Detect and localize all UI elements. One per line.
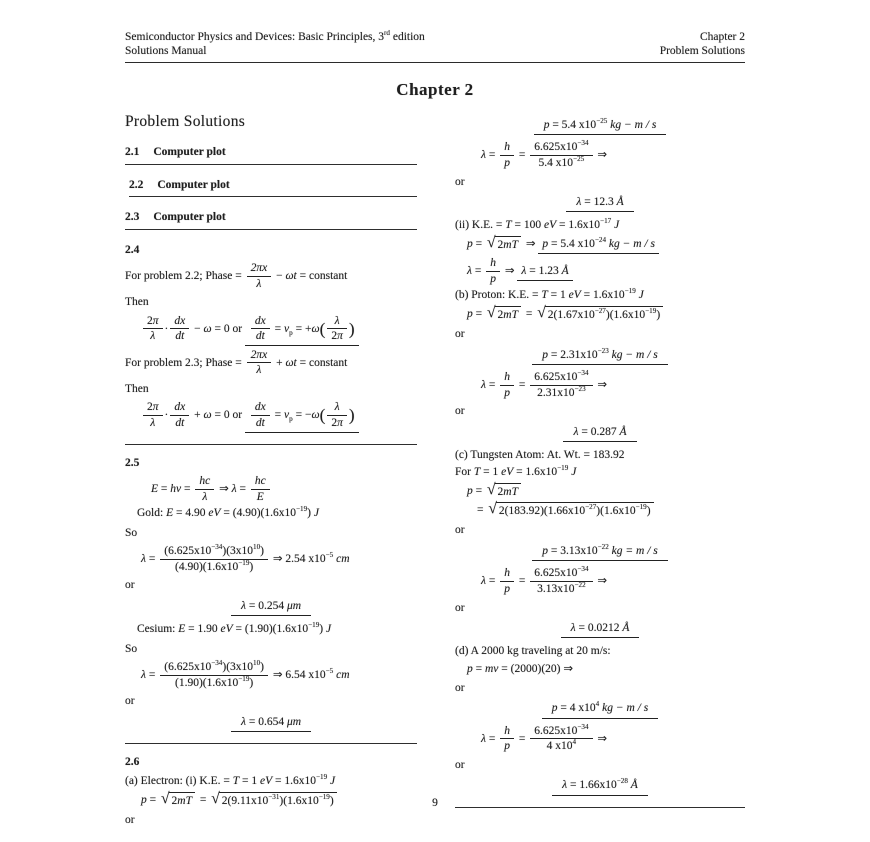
equation-line: p = √ 2mT = √ $2(9.11x10^{-31})(1.6x10^{-19})$ [141, 792, 417, 808]
text-line: or [125, 579, 135, 592]
underlined-result [125, 599, 417, 616]
text-line: or [455, 601, 465, 614]
equation-line: λ = $\frac{h}{p}$ ⇒ λ = 1.23 Å [467, 257, 745, 285]
equation-line: Cesium: E = 1.90 eV = $(1.90)(1.6x10^{-19})$ J [137, 621, 332, 636]
equation-line: (ii) K.E. = T = 100 eV = $1.6x10^{-17}$ J [455, 217, 620, 232]
header-section-label: Problem Solutions [659, 45, 745, 58]
page-number: 9 [432, 796, 438, 809]
text-line: or [125, 814, 135, 827]
equation-line: $\frac{2\pi}{\lambda}$ · $\frac{dx}{dt}$ + ω = 0 or $\frac{dx}{dt}$ = $v_p = -\omega$( $\frac{\lambda}{2\pi}$ ) [141, 401, 417, 432]
result-value: λ = 0.254 μm [231, 599, 311, 616]
underlined-result [455, 118, 745, 135]
left-column [125, 110, 417, 832]
edition-superscript: rd [384, 29, 390, 38]
result-value: λ = 0.287 Å [563, 425, 636, 442]
result-value: p = 4 $x10^4$ kg − m / s [542, 701, 658, 718]
text-line: or [455, 175, 465, 188]
equation-line: E = hν = $\frac{hc}{\lambda}$ ⇒ λ = $\frac{hc}{E}$ [151, 475, 417, 503]
equation-line: For T = 1 eV = $1.6x10^{-19}$ J [455, 464, 577, 479]
result-value: $p = 3.13x10^{-22}$ kg = m / s [532, 544, 668, 561]
underlined-result [455, 544, 745, 561]
result-value: $\lambda = 1.66x10^{-28}$ Å [552, 778, 648, 795]
equation-line: λ = $\frac{h}{p}$ = $\frac{6.625x10^{-34}}{4 x10^4}$ ⇒ [481, 722, 608, 753]
equation-line: For problem 2.2; Phase = $\frac{2\pi x}{\lambda}$ − ωt = constant [125, 261, 348, 290]
right-column [455, 110, 745, 819]
problem-solutions-heading: Problem Solutions [125, 113, 246, 130]
section-heading-2-3: 2.3 Computer plot [125, 210, 417, 229]
text-line: So [125, 642, 138, 655]
underlined-result [455, 425, 745, 442]
section-number-2-4: 2.4 [125, 243, 140, 256]
equation-line: (d) A 2000 kg traveling at 20 m/s: [455, 645, 611, 658]
underlined-result [455, 778, 745, 795]
equation-line: p = mv = (2000)(20) ⇒ [467, 662, 573, 675]
text-line: or [455, 524, 465, 537]
equation-line: λ = $\frac{h}{p}$ = $\frac{6.625x10^{-34}}{3.13x10^{-22}}$ ⇒ [481, 565, 608, 595]
equation-line: λ = $\frac{h}{p}$ = $\frac{6.625x10^{-34}}{5.4 x10^{-25}}$ ⇒ [481, 139, 608, 170]
equation-line: = √ $2(183.92)(1.66x10^{-27})(1.6x10^{-19})$ [477, 502, 745, 518]
result-value: p = 5.4 $x10^{-25}$ kg − m / s [534, 118, 667, 135]
section-heading-2-2: 2.2 Computer plot [129, 178, 417, 197]
chapter-title: Chapter 2 [396, 79, 474, 99]
equation-line: (c) Tungsten Atom: At. Wt. = 183.92 [455, 448, 625, 461]
page-header [125, 30, 745, 63]
underlined-result [455, 195, 745, 212]
text-line: So [125, 526, 138, 539]
left-column-content [125, 145, 417, 827]
equation-line: $\frac{2\pi}{\lambda}$ · $\frac{dx}{dt}$ − ω = 0 or $\frac{dx}{dt}$ = $v_p = +\omega$( $\frac{\lambda}{2\pi}$ ) [141, 315, 417, 346]
header-right [660, 30, 745, 59]
section-divider [125, 442, 417, 445]
header-left [125, 30, 425, 59]
header-chapter-label: Chapter 2 [699, 31, 745, 43]
text-line: Then [125, 296, 149, 309]
section-number-2-6: 2.6 [125, 755, 140, 768]
text-line: or [125, 695, 135, 708]
two-column-layout [125, 110, 745, 832]
section-number-2-5: 2.5 [125, 456, 140, 469]
text-line: or [455, 682, 465, 694]
equation-line: Gold: E = 4.90 eV = $(4.90)(1.6x10^{-19})$ J [137, 505, 319, 520]
text-line: Then [125, 383, 149, 396]
result-value: λ = 0.654 μm [231, 715, 311, 732]
header-manual-label: Solutions Manual [125, 45, 207, 58]
result-value: λ = 0.0212 Å [561, 621, 640, 638]
equation-line: For problem 2.3; Phase = $\frac{2\pi x}{\lambda}$ + ωt = constant [125, 348, 348, 377]
equation-line: p = √ 2mT ⇒ p = 5.4 $x10^{-24}$ kg − m / s [467, 236, 745, 254]
section-heading-2-1: 2.1 Computer plot [125, 145, 417, 164]
underlined-result [125, 715, 417, 732]
equation-line: λ = $\frac{h}{p}$ = $\frac{6.625x10^{-34}}{2.31x10^{-23}}$ ⇒ [481, 369, 608, 399]
underlined-result [455, 701, 745, 718]
equation-line: (a) Electron: (i) K.E. = T = 1 eV = $1.6x10^{-19}$ J [125, 773, 336, 788]
underlined-result [455, 348, 745, 365]
text-line: or [455, 759, 465, 772]
equation-line: p = √ 2mT = √ $2(1.67x10^{-27})(1.6x10^{-19})$ [467, 306, 745, 322]
right-column-content [455, 118, 745, 808]
equation-line: p = √ 2mT [467, 483, 745, 499]
equation-line: (b) Proton: K.E. = T = 1 eV = $1.6x10^{-19}$ J [455, 287, 644, 302]
equation-line: λ = $\frac{(6.625x10^{-34})(3x10^{10})}{(4.90)(1.6x10^{-19})}$ ⇒ 2.54 $x10^{-5}$ cm [141, 543, 350, 573]
underlined-result [455, 621, 745, 638]
result-value: $p = 2.31x10^{-23}$ kg − m / s [532, 348, 668, 365]
text-line: or [455, 405, 465, 418]
equation-line: λ = $\frac{(6.625x10^{-34})(3x10^{10})}{(1.90)(1.6x10^{-19})}$ ⇒ 6.54 $x10^{-5}$ cm [141, 659, 350, 689]
section-divider [125, 741, 417, 744]
header-book-title: Semiconductor Physics and Devices: Basic Principles, 3rd edition [125, 29, 425, 43]
result-value: λ = 12.3 Å [566, 195, 633, 212]
text-line: or [455, 328, 465, 341]
